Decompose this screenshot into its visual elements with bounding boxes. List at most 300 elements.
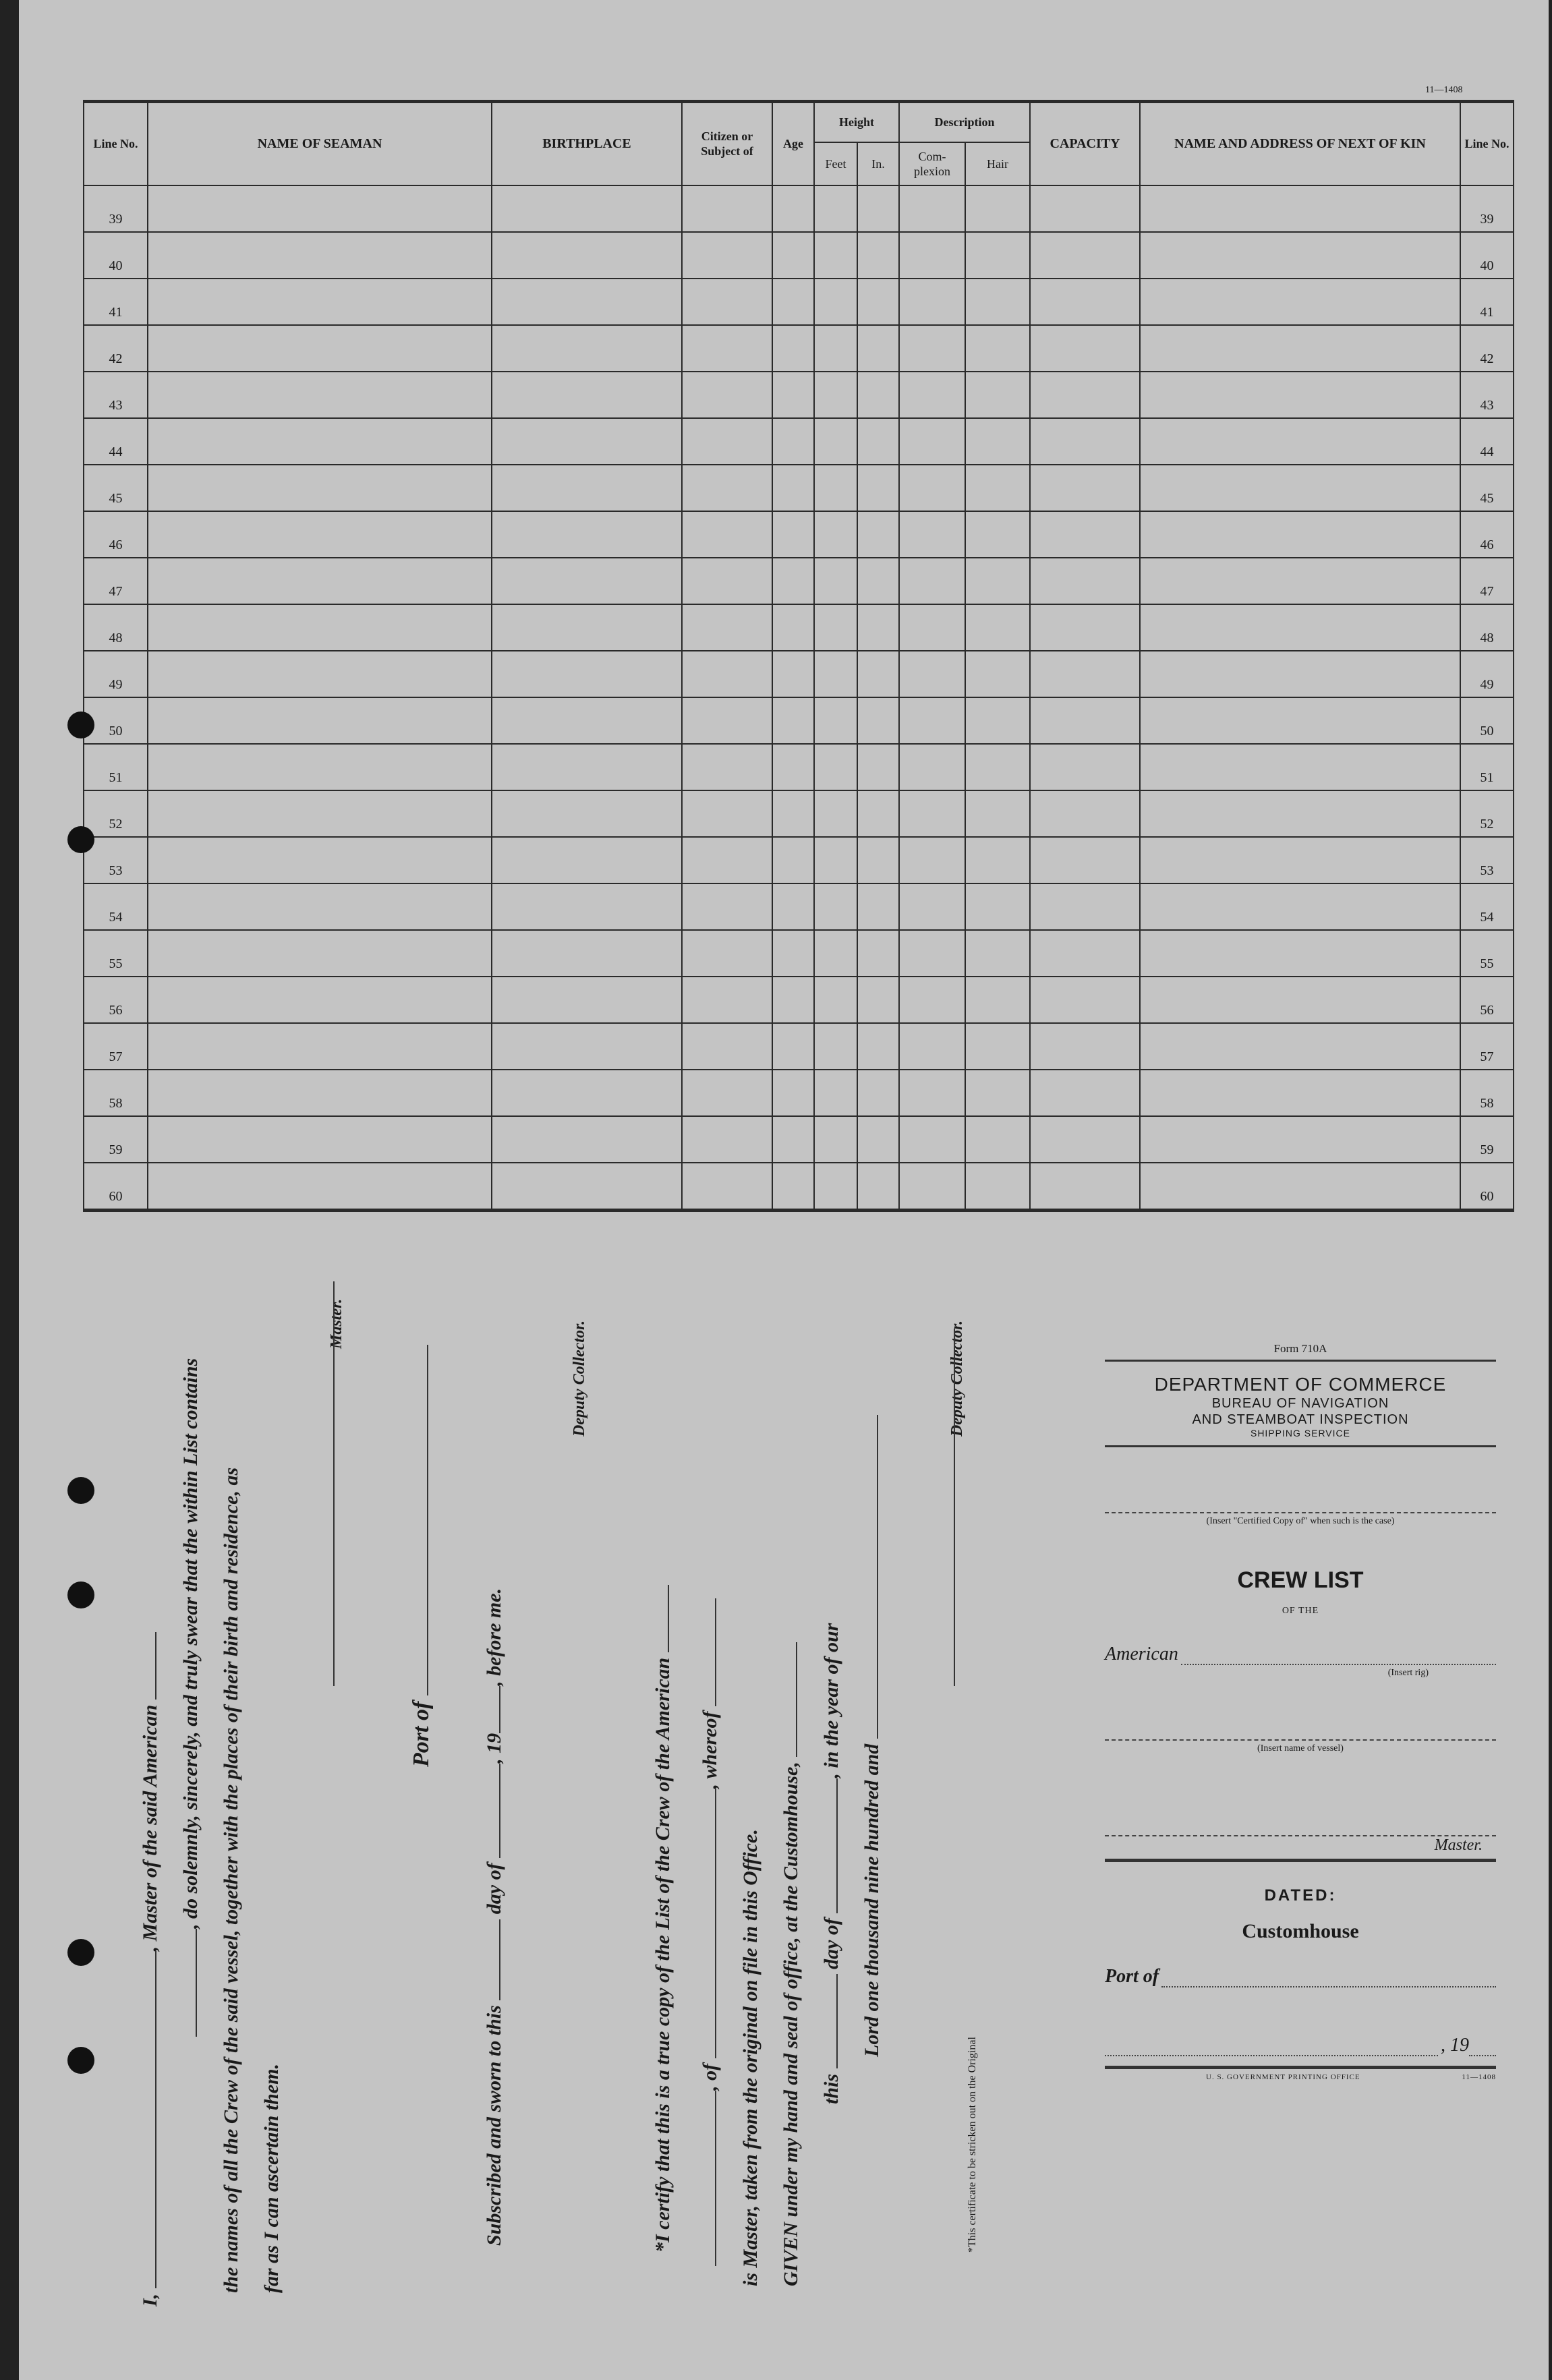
table-cell[interactable] [682, 604, 772, 651]
table-cell[interactable] [682, 790, 772, 837]
table-row [84, 744, 1514, 790]
table-cell[interactable] [965, 325, 1030, 372]
table-cell[interactable] [1030, 604, 1140, 651]
certificate-footnote: *This certificate to be stricken out on the Original [967, 2037, 978, 2253]
table-cell[interactable] [857, 930, 899, 977]
table-cell[interactable] [1030, 465, 1140, 511]
line-number: 55 [84, 930, 148, 977]
table-cell[interactable] [857, 418, 899, 465]
table-cell[interactable] [682, 325, 772, 372]
table-cell[interactable] [148, 325, 492, 372]
table-cell[interactable] [682, 558, 772, 604]
table-cell[interactable] [492, 511, 682, 558]
table-cell[interactable] [148, 837, 492, 883]
header-height: Height [814, 102, 899, 142]
table-cell[interactable] [899, 1070, 965, 1116]
table-cell[interactable] [492, 465, 682, 511]
cover-port-blank[interactable] [1161, 1986, 1496, 1987]
certify-master-blank[interactable] [715, 1598, 716, 1706]
line-number-right: 55 [1460, 930, 1514, 977]
table-cell[interactable] [1140, 372, 1460, 418]
table-cell[interactable] [965, 744, 1030, 790]
port-of-blank[interactable] [427, 1345, 428, 1695]
table-cell[interactable] [1140, 604, 1460, 651]
gpo-label: U. S. GOVERNMENT PRINTING OFFICE [1206, 2073, 1360, 2081]
table-cell[interactable] [1030, 837, 1140, 883]
table-cell[interactable] [814, 930, 857, 977]
table-row [84, 1163, 1514, 1211]
table-cell[interactable] [857, 465, 899, 511]
line-number: 42 [84, 325, 148, 372]
table-cell[interactable] [772, 325, 814, 372]
table-cell[interactable] [148, 977, 492, 1023]
bottom-form-code: 11—1408 [1462, 2073, 1496, 2081]
table-cell[interactable] [965, 279, 1030, 325]
table-cell[interactable] [814, 1070, 857, 1116]
table-cell[interactable] [682, 465, 772, 511]
table-cell[interactable] [1140, 558, 1460, 604]
table-cell[interactable] [148, 558, 492, 604]
table-cell[interactable] [682, 837, 772, 883]
table-cell[interactable] [772, 279, 814, 325]
table-cell[interactable] [682, 1070, 772, 1116]
table-cell[interactable] [857, 325, 899, 372]
table-cell[interactable] [682, 977, 772, 1023]
table-cell[interactable] [857, 232, 899, 279]
table-cell[interactable] [1030, 1023, 1140, 1070]
table-cell[interactable] [899, 930, 965, 977]
table-cell[interactable] [492, 883, 682, 930]
given-month-blank[interactable] [836, 1778, 838, 1913]
table-row [84, 185, 1514, 232]
certificate-line-3 [739, 1829, 762, 2286]
table-cell[interactable] [965, 837, 1030, 883]
table-cell[interactable] [148, 790, 492, 837]
given-year-blank[interactable] [877, 1415, 878, 1739]
vessel-name-line[interactable] [1105, 1739, 1496, 1741]
table-cell[interactable] [682, 651, 772, 697]
table-cell[interactable] [492, 651, 682, 697]
table-cell[interactable] [814, 604, 857, 651]
vessel-name-blank[interactable] [196, 1929, 197, 2037]
line-number-right: 45 [1460, 465, 1514, 511]
table-cell[interactable] [1140, 744, 1460, 790]
table-cell[interactable] [772, 185, 814, 232]
table-cell[interactable] [814, 372, 857, 418]
table-cell[interactable] [965, 418, 1030, 465]
table-cell[interactable] [1140, 232, 1460, 279]
table-cell[interactable] [965, 697, 1030, 744]
table-cell[interactable] [492, 558, 682, 604]
table-cell[interactable] [772, 1116, 814, 1163]
table-cell[interactable] [1140, 837, 1460, 883]
table-cell[interactable] [1140, 185, 1460, 232]
day-of-text: day of [483, 1863, 505, 1915]
table-cell[interactable] [1030, 883, 1140, 930]
table-cell[interactable] [814, 465, 857, 511]
certified-copy-blank[interactable] [1105, 1512, 1496, 1513]
table-cell[interactable] [1140, 930, 1460, 977]
table-cell[interactable] [148, 883, 492, 930]
table-cell[interactable] [899, 325, 965, 372]
table-cell[interactable] [1030, 418, 1140, 465]
table-cell[interactable] [965, 232, 1030, 279]
table-cell[interactable] [682, 744, 772, 790]
table-cell[interactable] [965, 1070, 1030, 1116]
line-number: 43 [84, 372, 148, 418]
table-cell[interactable] [814, 977, 857, 1023]
table-cell[interactable] [814, 279, 857, 325]
table-cell[interactable] [965, 790, 1030, 837]
table-cell[interactable] [682, 511, 772, 558]
table-cell[interactable] [148, 697, 492, 744]
table-cell[interactable] [1140, 418, 1460, 465]
line-number: 56 [84, 977, 148, 1023]
insert-rig-note: (Insert rig) [1387, 1668, 1429, 1678]
line-number-right: 49 [1460, 651, 1514, 697]
table-cell[interactable] [148, 511, 492, 558]
table-cell[interactable] [492, 697, 682, 744]
american-line [1105, 1644, 1496, 1665]
line-number: 57 [84, 1023, 148, 1070]
table-cell[interactable] [1140, 325, 1460, 372]
table-cell[interactable] [965, 185, 1030, 232]
table-cell[interactable] [814, 1163, 857, 1211]
subscribed-day-blank[interactable] [499, 1919, 500, 2000]
oath-line-4 [260, 2064, 283, 2293]
line-number: 51 [84, 744, 148, 790]
given-text: GIVEN under my hand and seal of office, at the Customhouse, [780, 1762, 802, 2286]
line-number-right: 59 [1460, 1116, 1514, 1163]
table-row [84, 232, 1514, 279]
table-cell[interactable] [857, 790, 899, 837]
certificate-line-6 [861, 1415, 884, 2057]
table-cell[interactable] [772, 697, 814, 744]
table-cell[interactable] [857, 977, 899, 1023]
table-cell[interactable] [1030, 372, 1140, 418]
table-cell[interactable] [857, 185, 899, 232]
rig-blank[interactable] [1181, 1664, 1496, 1665]
table-cell[interactable] [1140, 511, 1460, 558]
table-cell[interactable] [1140, 883, 1460, 930]
table-cell[interactable] [148, 651, 492, 697]
table-cell[interactable] [772, 604, 814, 651]
table-cell[interactable] [899, 279, 965, 325]
table-row [84, 465, 1514, 511]
table-cell[interactable] [899, 418, 965, 465]
oath-master-text: , Master of the said American [139, 1704, 161, 1952]
table-cell[interactable] [772, 837, 814, 883]
table-cell[interactable] [814, 232, 857, 279]
table-cell[interactable] [857, 651, 899, 697]
punch-hole [67, 1581, 94, 1608]
table-cell[interactable] [148, 1023, 492, 1070]
table-cell[interactable] [682, 279, 772, 325]
table-cell[interactable] [1140, 651, 1460, 697]
table-cell[interactable] [1140, 1070, 1460, 1116]
cover-rule-2 [1105, 1445, 1496, 1447]
table-cell[interactable] [814, 511, 857, 558]
table-cell[interactable] [857, 1116, 899, 1163]
table-cell[interactable] [492, 325, 682, 372]
table-cell[interactable] [148, 372, 492, 418]
table-cell[interactable] [682, 1163, 772, 1211]
table-cell[interactable] [772, 930, 814, 977]
table-cell[interactable] [965, 930, 1030, 977]
table-cell[interactable] [1140, 977, 1460, 1023]
table-cell[interactable] [965, 604, 1030, 651]
table-cell[interactable] [965, 465, 1030, 511]
table-cell[interactable] [1140, 465, 1460, 511]
crew-table [83, 100, 1514, 1212]
table-cell[interactable] [492, 232, 682, 279]
table-cell[interactable] [857, 279, 899, 325]
table-cell[interactable] [1030, 744, 1140, 790]
table-cell[interactable] [899, 511, 965, 558]
table-cell[interactable] [1030, 232, 1140, 279]
certificate-line-5 [820, 1623, 843, 2104]
table-cell[interactable] [899, 232, 965, 279]
certify-vessel-blank[interactable] [668, 1585, 669, 1652]
table-cell[interactable] [772, 232, 814, 279]
table-cell[interactable] [1030, 697, 1140, 744]
table-cell[interactable] [814, 185, 857, 232]
table-cell[interactable] [148, 744, 492, 790]
table-cell[interactable] [814, 883, 857, 930]
table-cell[interactable] [965, 883, 1030, 930]
table-cell[interactable] [1030, 1163, 1140, 1211]
table-cell[interactable] [899, 790, 965, 837]
table-cell[interactable] [899, 558, 965, 604]
table-cell[interactable] [682, 185, 772, 232]
american-label: American [1105, 1644, 1178, 1664]
table-cell[interactable] [899, 744, 965, 790]
table-cell[interactable] [492, 744, 682, 790]
table-cell[interactable] [682, 418, 772, 465]
table-row [84, 930, 1514, 977]
table-cell[interactable] [1030, 279, 1140, 325]
table-cell[interactable] [899, 465, 965, 511]
table-cell[interactable] [857, 558, 899, 604]
line-number: 59 [84, 1116, 148, 1163]
deputy-collector-label-1: Deputy Collector. [571, 1320, 588, 1436]
table-cell[interactable] [1140, 790, 1460, 837]
header-hair: Hair [965, 142, 1030, 185]
table-cell[interactable] [148, 418, 492, 465]
table-cell[interactable] [1140, 697, 1460, 744]
customhouse-blank[interactable] [796, 1642, 797, 1757]
table-row [84, 837, 1514, 883]
table-cell[interactable] [148, 232, 492, 279]
table-cell[interactable] [1030, 651, 1140, 697]
table-cell[interactable] [1030, 1070, 1140, 1116]
of-text: , of [699, 2064, 721, 2091]
table-cell[interactable] [148, 930, 492, 977]
table-cell[interactable] [857, 1070, 899, 1116]
table-cell[interactable] [492, 372, 682, 418]
table-cell[interactable] [1030, 1116, 1140, 1163]
table-cell[interactable] [492, 1163, 682, 1211]
table-cell[interactable] [772, 465, 814, 511]
oath-line-2 [179, 1358, 202, 2037]
table-cell[interactable] [857, 511, 899, 558]
table-cell[interactable] [148, 1116, 492, 1163]
header-line-no: Line No. [84, 102, 148, 185]
table-cell[interactable] [772, 558, 814, 604]
table-cell[interactable] [772, 651, 814, 697]
table-cell[interactable] [899, 1023, 965, 1070]
vessel-blank[interactable] [155, 1632, 156, 1700]
table-cell[interactable] [857, 1163, 899, 1211]
table-cell[interactable] [492, 1070, 682, 1116]
table-cell[interactable] [772, 1163, 814, 1211]
table-cell[interactable] [1030, 790, 1140, 837]
table-cell[interactable] [492, 418, 682, 465]
table-cell[interactable] [857, 744, 899, 790]
table-cell[interactable] [814, 558, 857, 604]
table-cell[interactable] [148, 1163, 492, 1211]
table-cell[interactable] [1030, 325, 1140, 372]
oath-names-text: the names of all the Crew of the said vessel, together with the places of their birth and residence, as [220, 1467, 242, 2293]
cover-year-blank[interactable] [1469, 2055, 1496, 2056]
table-cell[interactable] [814, 418, 857, 465]
table-cell[interactable] [682, 883, 772, 930]
table-cell[interactable] [1030, 511, 1140, 558]
table-cell[interactable] [772, 511, 814, 558]
table-cell[interactable] [772, 1070, 814, 1116]
table-cell[interactable] [899, 372, 965, 418]
header-citizen: Citizen or Subject of [682, 102, 772, 185]
table-cell[interactable] [857, 1023, 899, 1070]
cover-date-blank[interactable] [1105, 2055, 1438, 2056]
table-cell[interactable] [899, 651, 965, 697]
table-cell[interactable] [857, 372, 899, 418]
table-cell[interactable] [1140, 1163, 1460, 1211]
table-cell[interactable] [682, 1116, 772, 1163]
table-cell[interactable] [857, 837, 899, 883]
table-cell[interactable] [772, 372, 814, 418]
certify-name-blank[interactable] [715, 2091, 716, 2266]
table-cell[interactable] [772, 1023, 814, 1070]
table-cell[interactable] [899, 604, 965, 651]
table-cell[interactable] [899, 697, 965, 744]
table-cell[interactable] [148, 465, 492, 511]
table-cell[interactable] [899, 1116, 965, 1163]
header-capacity: CAPACITY [1030, 102, 1140, 185]
table-cell[interactable] [1030, 185, 1140, 232]
cover-date-line [1105, 2035, 1496, 2056]
table-cell[interactable] [492, 837, 682, 883]
table-cell[interactable] [814, 744, 857, 790]
table-cell[interactable] [899, 883, 965, 930]
table-cell[interactable] [492, 790, 682, 837]
table-cell[interactable] [772, 977, 814, 1023]
table-cell[interactable] [899, 837, 965, 883]
table-cell[interactable] [814, 697, 857, 744]
subscribed-month-blank[interactable] [499, 1764, 500, 1858]
line-number: 45 [84, 465, 148, 511]
table-cell[interactable] [492, 604, 682, 651]
table-cell[interactable] [965, 372, 1030, 418]
table-cell[interactable] [772, 418, 814, 465]
table-cell[interactable] [148, 1070, 492, 1116]
table-cell[interactable] [148, 604, 492, 651]
header-age: Age [772, 102, 814, 185]
table-row [84, 558, 1514, 604]
table-cell[interactable] [772, 790, 814, 837]
table-cell[interactable] [682, 372, 772, 418]
table-cell[interactable] [965, 651, 1030, 697]
table-cell[interactable] [682, 1023, 772, 1070]
table-cell[interactable] [1140, 1116, 1460, 1163]
table-row [84, 279, 1514, 325]
table-cell[interactable] [857, 697, 899, 744]
table-cell[interactable] [148, 185, 492, 232]
table-cell[interactable] [772, 883, 814, 930]
given-day-blank[interactable] [836, 1974, 838, 2068]
table-cell[interactable] [965, 511, 1030, 558]
table-cell[interactable] [814, 1116, 857, 1163]
table-cell[interactable] [492, 977, 682, 1023]
table-cell[interactable] [899, 1163, 965, 1211]
table-cell[interactable] [682, 232, 772, 279]
table-cell[interactable] [965, 1023, 1030, 1070]
line-number-right: 39 [1460, 185, 1514, 232]
table-row [84, 418, 1514, 465]
lord-text: Lord one thousand nine hundred and [861, 1743, 883, 2057]
table-cell[interactable] [492, 185, 682, 232]
table-cell[interactable] [682, 697, 772, 744]
before-me-text: , before me. [483, 1588, 505, 1686]
line-number: 48 [84, 604, 148, 651]
name-blank[interactable] [155, 1951, 156, 2288]
insert-certified-note: (Insert "Certified Copy of" when such is the case) [1206, 1516, 1395, 1526]
table-cell[interactable] [814, 790, 857, 837]
table-cell[interactable] [1030, 930, 1140, 977]
certify-port-blank[interactable] [715, 1789, 716, 2059]
table-cell[interactable] [965, 977, 1030, 1023]
table-cell[interactable] [1140, 279, 1460, 325]
table-cell[interactable] [857, 883, 899, 930]
table-cell[interactable] [492, 1023, 682, 1070]
table-cell[interactable] [1140, 1023, 1460, 1070]
table-cell[interactable] [899, 977, 965, 1023]
table-row [84, 604, 1514, 651]
table-row [84, 1116, 1514, 1163]
table-cell[interactable] [772, 744, 814, 790]
table-cell[interactable] [814, 651, 857, 697]
table-cell[interactable] [492, 1116, 682, 1163]
oath-line-3 [220, 1468, 243, 2293]
table-cell[interactable] [857, 604, 899, 651]
table-cell[interactable] [814, 1023, 857, 1070]
table-cell[interactable] [814, 325, 857, 372]
table-cell[interactable] [814, 837, 857, 883]
port-of-line [409, 1345, 434, 1767]
subscribed-year-blank[interactable] [499, 1686, 500, 1733]
table-cell[interactable] [492, 279, 682, 325]
table-cell[interactable] [965, 1116, 1030, 1163]
table-cell[interactable] [965, 558, 1030, 604]
table-cell[interactable] [1030, 558, 1140, 604]
cover-bottom-rule [1105, 2066, 1496, 2069]
table-cell[interactable] [965, 1163, 1030, 1211]
table-cell[interactable] [492, 930, 682, 977]
table-cell[interactable] [899, 185, 965, 232]
table-cell[interactable] [682, 930, 772, 977]
table-cell[interactable] [1030, 977, 1140, 1023]
table-cell[interactable] [148, 279, 492, 325]
